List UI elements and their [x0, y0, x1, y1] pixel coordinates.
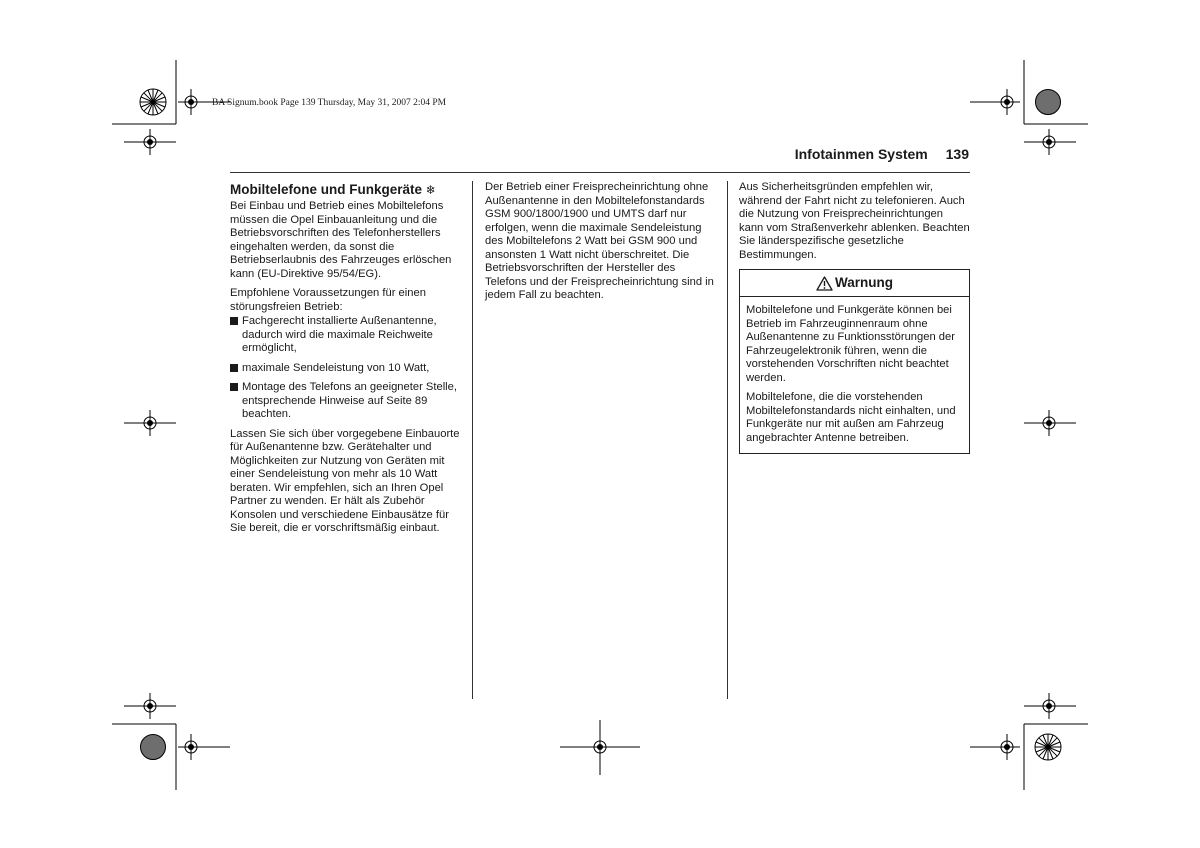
section-heading-text: Mobiltelefone und Funkgeräte [230, 182, 423, 197]
running-header [795, 146, 969, 162]
warning-box [739, 269, 970, 454]
list-item-text: maximale Sendeleistung von 10 Watt, [242, 361, 430, 374]
starburst-mark-icon [1034, 733, 1062, 761]
paragraph: Lassen Sie sich über vorgegebene Einbauorte für Außenantenne bzw. Gerätehalter und Möglichkeiten zur Nutzung von Geräten mit einer Sendeleistung von mehr als 10 Watt beraten. Wir empfehlen, sich an Ihren Opel Partner zu wenden. Er hält als Zubehör Konsolen und verschiedene Einbausätze für Sie bereit, die er vorschriftsmäßig einbaut. [230, 427, 460, 534]
list-item-text: Montage des Telefons an geeigneter Stelle, entsprechende Hinweise auf Seite 89 beachten. [242, 381, 457, 420]
paragraph: Bei Einbau und Betrieb eines Mobiltelefons müssen die Opel Einbauanleitung und die Betriebsvorschriften des Telefonherstellers eingehalten werden, da sonst die Betriebserlaubnis des Fahrzeuges erlöschen kann (EU-Direktive 95/54/EG). [230, 200, 452, 280]
warning-triangle-icon [816, 276, 833, 291]
list-item [230, 362, 460, 376]
section-title: Infotainmen System [794, 146, 928, 162]
column-divider [472, 181, 473, 699]
gray-registration-dot-icon [139, 733, 167, 761]
paragraph: Der Betrieb einer Freisprecheinrichtung ohne Außenantenne in den Mobiltelefonstandards GSM 900/1800/1900 und UMTS darf nur erfolgen, wenn die maximale Sendeleistung des Mobiltelefons 2 Watt bei GSM 900 und ansonsten 1 Watt nicht überschreitet. Die Betriebsvorschriften der Hersteller des Telefons und der Freisprecheinrichtung sind in jedem Fall zu beachten. [485, 181, 714, 301]
list-item [230, 315, 460, 356]
header-rule [230, 172, 970, 173]
square-bullet-icon [230, 383, 238, 391]
warning-header [740, 270, 969, 297]
column-2 [485, 181, 717, 309]
list-item-text: Fachgerecht installierte Außenantenne, dadurch wird die maximale Reichweite ermöglicht, [242, 315, 437, 354]
column-1 [230, 181, 460, 542]
column-divider [727, 181, 728, 699]
paragraph: Mobiltelefone, die die vorstehenden Mobiltelefonstandards nicht einhalten, und Funkgeräte nur mit außen am Fahrzeug angebrachter Antenne betreiben. [746, 391, 956, 444]
starburst-mark-icon [139, 88, 167, 116]
page-number: 139 [945, 146, 969, 162]
warning-body [740, 297, 969, 453]
paragraph: Empfohlene Voraussetzungen für einen störungsfreien Betrieb: [230, 287, 426, 313]
paragraph: Mobiltelefone und Funkgeräte können bei Betrieb im Fahrzeuginnenraum ohne Außenantenne zu Funktionsstörungen der Fahrzeugelektronik führen, wenn die vorstehenden Vorschriften nicht beachtet werden. [746, 304, 955, 384]
bullet-list [230, 315, 460, 422]
column-3 [739, 181, 970, 454]
square-bullet-icon [230, 364, 238, 372]
section-heading [230, 181, 460, 199]
square-bullet-icon [230, 317, 238, 325]
snowflake-icon: ❄ [425, 183, 436, 197]
printer-slug: BA Signum.book Page 139 Thursday, May 31, 2007 2:04 PM [212, 98, 447, 108]
gray-registration-dot-icon [1034, 88, 1062, 116]
warning-title: Warnung [835, 275, 893, 291]
list-item [230, 381, 460, 422]
paragraph: Aus Sicherheitsgründen empfehlen wir, während der Fahrt nicht zu telefonieren. Auch die Nutzung von Freisprecheinrichtungen kann vom Straßenverkehr ablenken. Beachten Sie länderspezifische gesetzliche Bestimmungen. [739, 181, 970, 261]
